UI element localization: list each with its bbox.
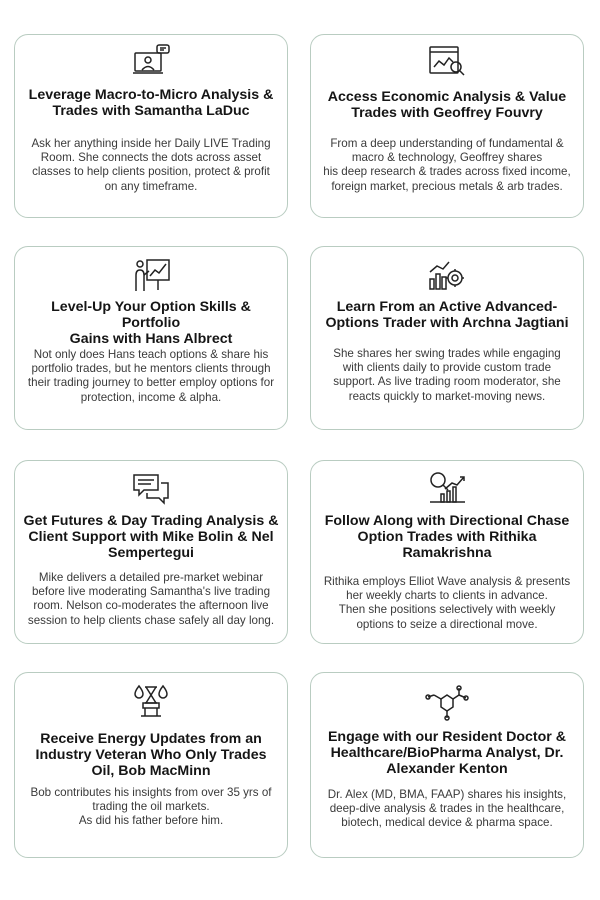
chart-magnifier-icon: [427, 43, 467, 79]
card-alexander-kenton: [310, 672, 584, 858]
card-rithika-ramakrishna: [310, 460, 584, 644]
chat-bubbles-icon: [131, 471, 171, 507]
presentation-screen-icon: [131, 43, 171, 79]
card-hans-albrect: [14, 246, 288, 430]
card-description: From a deep understanding of fundamental & macro & technology, Geoffrey shares his deep research & trades across fixed income, foreign market, precious metals & arb trades.: [323, 137, 571, 193]
card-archna-jagtiani: [310, 246, 584, 430]
card-title: Get Futures & Day Trading Analysis & Client Support with Mike Bolin & Nel Sempertegui: [23, 513, 279, 561]
card-bob-macminn: [14, 672, 288, 858]
card-description: She shares her swing trades while engaging with clients daily to provide custom trade support. As live trading room moderator, she reacts quickly to market-moving news.: [333, 347, 561, 403]
trend-magnifier-icon: [427, 469, 467, 505]
card-description: Not only does Hans teach options & share his portfolio trades, but he mentors clients through their trading journey to better employ options for protection, income & alpha.: [27, 348, 275, 404]
card-title: Receive Energy Updates from an Industry Veteran Who Only Trades Oil, Bob MacMinn: [35, 731, 267, 779]
card-samantha-laduc: [14, 34, 288, 218]
card-title: Access Economic Analysis & Value Trades with Geoffrey Fouvry: [327, 89, 567, 121]
card-title: Leverage Macro-to-Micro Analysis & Trades with Samantha LaDuc: [28, 87, 274, 119]
card-description: Dr. Alex (MD, BMA, FAAP) shares his insights, deep-dive analysis & trades in the healthcare, biotech, medical device & pharma space.: [327, 788, 567, 830]
card-description: Ask her anything inside her Daily LIVE Trading Room. She connects the dots across asset classes to help clients position, protect & profit on any timeframe.: [31, 137, 271, 193]
presenter-chart-icon: [131, 257, 171, 293]
card-description: Bob contributes his insights from over 35 yrs of trading the oil markets. As did his father before him.: [30, 786, 272, 828]
analytics-gear-icon: [427, 257, 467, 293]
card-title: Level-Up Your Option Skills & Portfolio Gains with Hans Albrect: [51, 299, 251, 347]
card-description: Rithika employs Elliot Wave analysis & presents her weekly charts to clients in advance. Then she positions selectively with weekly options to seize a directional move.: [323, 575, 571, 631]
card-description: Mike delivers a detailed pre-market webinar before live moderating Samantha's live trading room. Nelson co-moderates the afternoon live session to help clients chase safely all day long.: [27, 571, 275, 627]
card-mike-bolin: [14, 460, 288, 644]
oil-pump-icon: [131, 683, 171, 719]
molecule-icon: [424, 685, 470, 721]
card-title: Follow Along with Directional Chase Option Trades with Rithika Ramakrishna: [324, 513, 570, 561]
card-geoffrey-fouvry: [310, 34, 584, 218]
card-title: Engage with our Resident Doctor & Healthcare/BioPharma Analyst, Dr. Alexander Kenton: [327, 729, 567, 777]
card-title: Learn From an Active Advanced- Options Trader with Archna Jagtiani: [325, 299, 569, 331]
